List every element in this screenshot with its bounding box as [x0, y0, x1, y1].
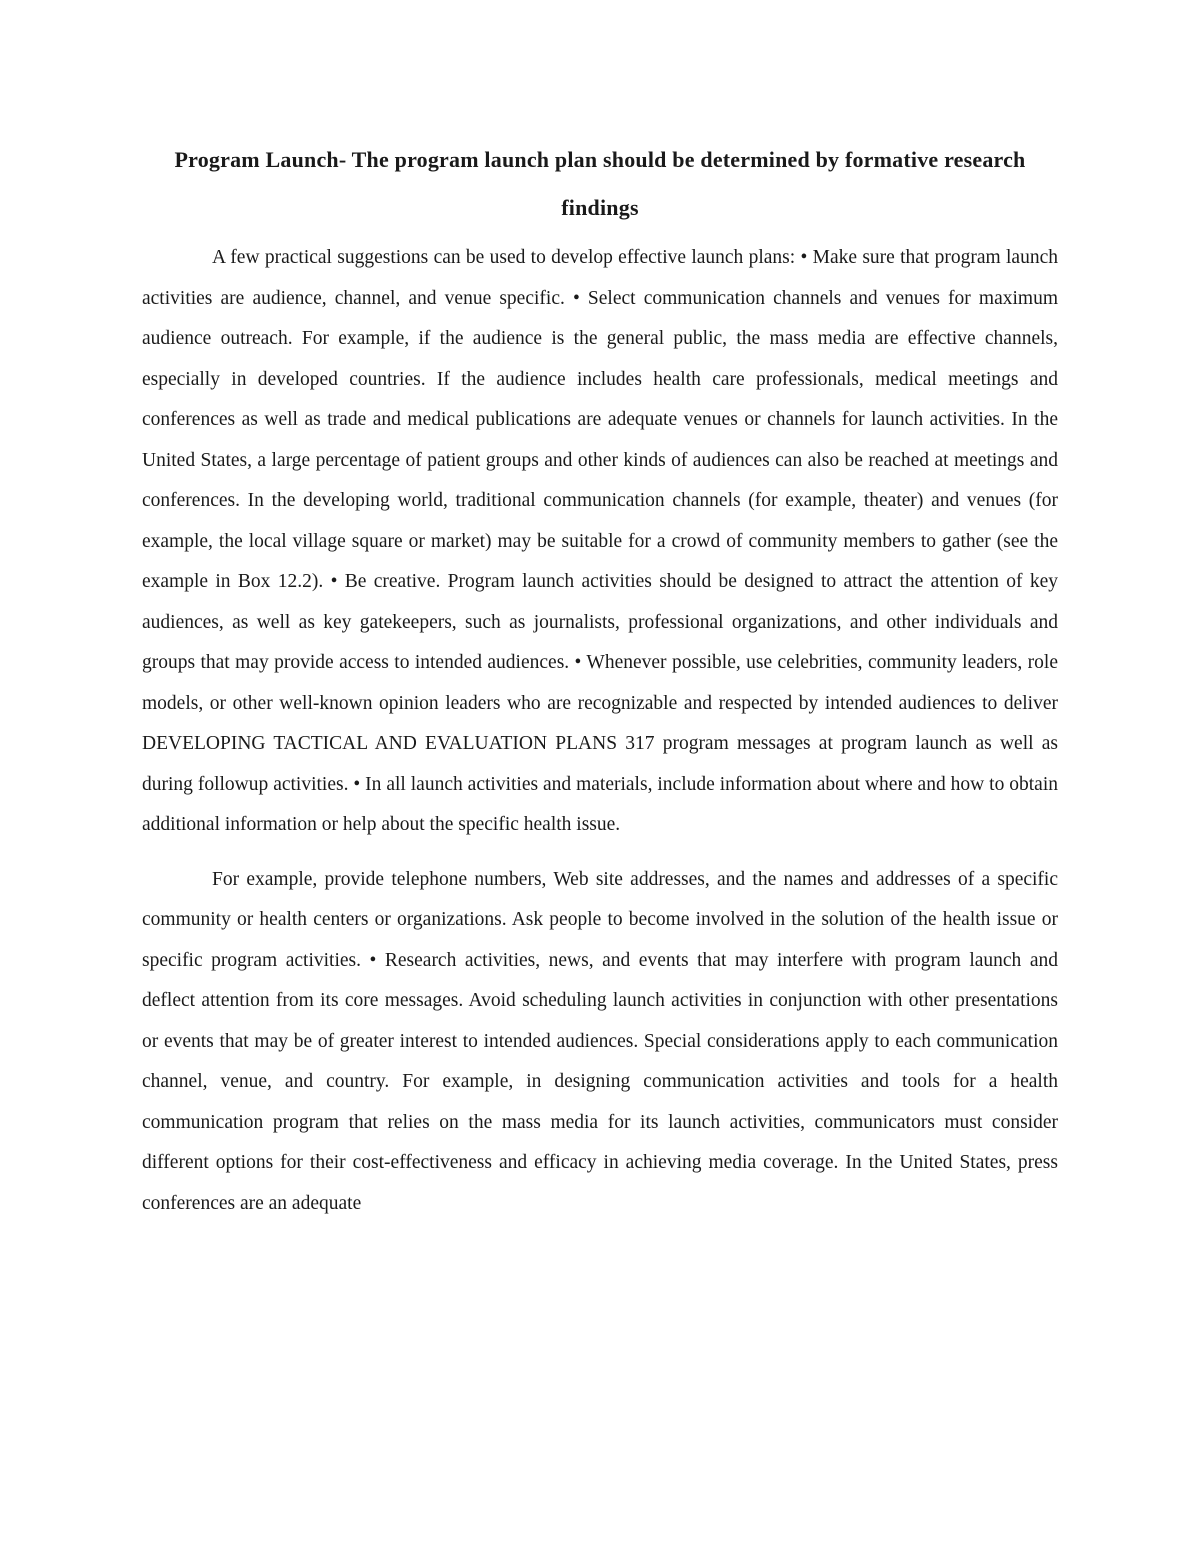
document-title: Program Launch- The program launch plan should be determined by formative research findings	[174, 147, 1026, 220]
paragraph-launch-suggestions: A few practical suggestions can be used to develop effective launch plans: • Make sure that program launch activities are audience, channel, and venue specific. • Select communication channels and venues for maximum audience outreach. For example, if the audience is the general public, the mass media are effective channels, especially in developed countries. If the audience includes health care professionals, medical meetings and conferences as well as trade and medical publications are adequate venues or channels for launch activities. In the United States, a large percentage of patient groups and other kinds of audiences can also be reached at meetings and conferences. In the developing world, traditional communication channels (for example, theater) and venues (for example, the local village square or market) may be suitable for a crowd of community members to gather (see the example in Box 12.2). • Be creative. Program launch activities should be designed to attract the attention of key audiences, as well as key gatekeepers, such as journalists, professional organizations, and other individuals and groups that may provide access to intended audiences. • Whenever possible, use celebrities, community leaders, role models, or other well-known opinion leaders who are recognizable and respected by intended audiences to deliver DEVELOPING TACTICAL AND EVALUATION PLANS 317 program messages at program launch as well as during followup activities. • In all launch activities and materials, include information about where and how to obtain additional information or help about the specific health issue.	[142, 247, 1058, 835]
paragraph-example-continued: For example, provide telephone numbers, Web site addresses, and the names and addresses of a specific community or health centers or organizations. Ask people to become involved in the solution of the health issue or specific program activities. • Research activities, news, and events that may interfere with program launch and deflect attention from its core messages. Avoid scheduling launch activities in conjunction with other presentations or events that may be of greater interest to intended audiences. Special considerations apply to each communication channel, venue, and country. For example, in designing communication activities and tools for a health communication program that relies on the mass media for its launch activities, communicators must consider different options for their cost-effectiveness and efficacy in achieving media coverage. In the United States, press conferences are an adequate	[142, 868, 1058, 1214]
document-body	[142, 136, 1058, 1224]
